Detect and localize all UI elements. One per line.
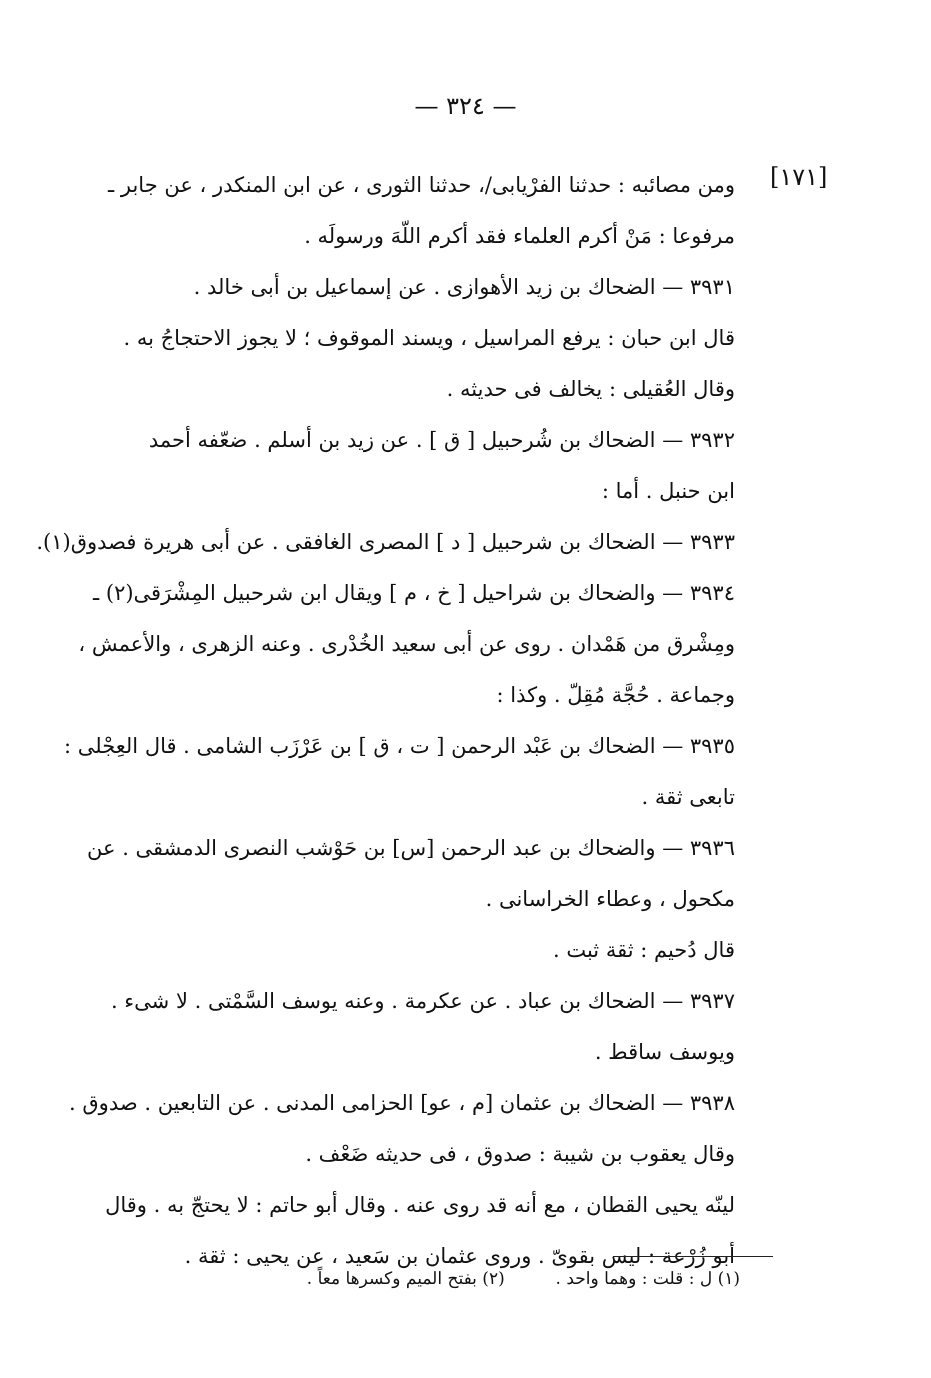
text-line: وجماعة . حُجَّة مُقِلّ . وكذا : bbox=[496, 683, 735, 707]
text-line: ٣٩٣٣ — الضحاك بن شرحبيل [ د ] المصرى الغافقى . عن أبى هريرة فصدوق(١). bbox=[36, 530, 735, 554]
footnote-divider bbox=[613, 1256, 773, 1257]
text-line: مكحول ، وعطاء الخراسانى . bbox=[485, 887, 735, 911]
text-line: ومن مصائبه : حدثنا الفرْيابى/، حدثنا الثورى ، عن ابن المنكدر ، عن جابر ـ bbox=[108, 173, 735, 197]
text-line: قال ابن حبان : يرفع المراسيل ، ويسند الموقوف ؛ لا يجوز الاحتجاجُ به . bbox=[123, 326, 735, 350]
text-line: لينّه يحيى القطان ، مع أنه قد روى عنه . وقال أبو حاتم : لا يحتجّ به . وقال bbox=[105, 1193, 735, 1217]
margin-reference: [١٧١] bbox=[770, 163, 828, 191]
text-line: وقال يعقوب بن شيبة : صدوق ، فى حديثه ضَعْف . bbox=[305, 1142, 735, 1166]
text-line: ويوسف ساقط . bbox=[594, 1040, 735, 1064]
footnote-2: (٢) بفتح الميم وكسرها معاً . bbox=[306, 1269, 505, 1289]
body-text bbox=[36, 160, 735, 1282]
text-line: قال دُحيم : ثقة ثبت . bbox=[553, 938, 735, 962]
text-line: ابن حنبل . أما : bbox=[601, 479, 735, 503]
text-line: ٣٩٣٦ — والضحاك بن عبد الرحمن [س] بن حَوْشب النصرى الدمشقى . عن bbox=[87, 836, 735, 860]
footnote-1: (١) ل : قلت : وهما واحد . bbox=[555, 1269, 740, 1289]
text-line: أبو زُرْعة : ليس بقوىّ . وروى عثمان بن سَعيد ، عن يحيى : ثقة . bbox=[184, 1244, 735, 1268]
text-line: وقال العُقيلى : يخالف فى حديثه . bbox=[446, 377, 735, 401]
text-line: ومِشْرق من هَمْدان . روى عن أبى سعيد الخُدْرى . وعنه الزهرى ، والأعمش ، bbox=[78, 632, 735, 656]
text-line: ٣٩٣٥ — الضحاك بن عَبْد الرحمن [ ت ، ق ] بن عَرْزَب الشامى . قال العِجْلى : bbox=[64, 734, 735, 758]
text-line: مرفوعا : مَنْ أكرم العلماء فقد أكرم اللّهَ ورسولَه . bbox=[304, 224, 735, 248]
footnotes bbox=[240, 1264, 740, 1294]
page-number: — ٣٢٤ — bbox=[414, 92, 517, 120]
text-line: تابعى ثقة . bbox=[641, 785, 735, 809]
text-line: ٣٩٣٨ — الضحاك بن عثمان [م ، عو] الحزامى المدنى . عن التابعين . صدوق . bbox=[69, 1091, 735, 1115]
text-line: ٣٩٣٧ — الضحاك بن عباد . عن عكرمة . وعنه يوسف السَّمْتى . لا شىء . bbox=[110, 989, 735, 1013]
text-line: ٣٩٣١ — الضحاك بن زيد الأهوازى . عن إسماعيل بن أبى خالد . bbox=[193, 275, 735, 299]
text-line: ٣٩٣٢ — الضحاك بن شُرحبيل [ ق ] . عن زيد بن أسلم . ضعّفه أحمد bbox=[148, 428, 735, 452]
text-line: ٣٩٣٤ — والضحاك بن شراحيل [ خ ، م ] ويقال ابن شرحبيل المِشْرَقى(٢) ـ bbox=[93, 581, 735, 605]
